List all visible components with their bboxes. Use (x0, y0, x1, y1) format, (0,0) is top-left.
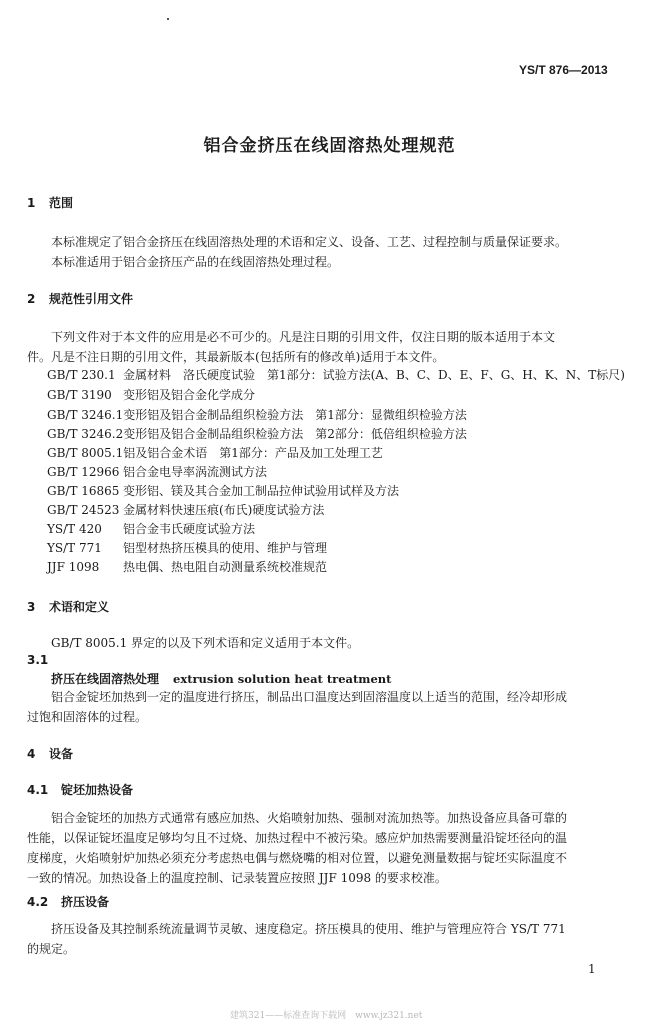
subsection-number: 4.2 (27, 895, 49, 909)
scan-speck (167, 18, 169, 20)
subsection-4-2-body (27, 919, 617, 959)
body-line: 度梯度，火焰喷射炉加热必须充分考虑热电偶与燃烧嘴的相对位置，以避免测量数据与锭坯实际温度不 (27, 851, 568, 865)
reference-title: 铝型材热挤压模具的使用、维护与管理 (123, 541, 328, 555)
body-line: 铝合金锭坯的加热方式通常有感应加热、火焰喷射加热、强制对流加热等。加热设备应具备可靠的 (51, 811, 568, 825)
reference-code: GB/T 12966 (47, 465, 120, 479)
subsection-title: 锭坯加热设备 (61, 783, 134, 797)
reference-code: GB/T 16865 (47, 484, 120, 498)
reference-title: 变形铝及铝合金制品组织检验方法 第1部分：显微组织检验方法 (123, 408, 467, 422)
reference-title: 热电偶、热电阻自动测量系统校准规范 (123, 560, 328, 574)
terms-intro: GB/T 8005.1 界定的以及下列术语和定义适用于本文件。 (51, 636, 360, 650)
term-definition-line-2: 过饱和固溶体的过程。 (27, 710, 148, 724)
section-4-heading (27, 745, 73, 762)
term-definition-line-1: 铝合金锭坯加热到一定的温度进行挤压，制品出口温度达到固溶温度以上适当的范围，经冷却形成 (51, 690, 568, 704)
reference-title: 变形铝、镁及其合金加工制品拉伸试验用试样及方法 (123, 484, 400, 498)
scope-paragraph-2: 本标准适用于铝合金挤压产品的在线固溶热处理过程。 (51, 255, 340, 269)
term-heading (51, 670, 391, 687)
reference-code: GB/T 3246.2 (47, 427, 124, 441)
reference-title: 铝合金韦氏硬度试验方法 (123, 522, 256, 536)
term-chinese: 挤压在线固溶热处理 (51, 672, 160, 686)
section-1-heading (27, 194, 73, 211)
section-number: 2 (27, 292, 36, 306)
reference-title: 铝合金电导率涡流测试方法 (123, 465, 268, 479)
watermark: 建筑321——标准查询下载网 www.jz321.net (230, 1011, 423, 1021)
body-line: 挤压设备及其控制系统流量调节灵敏、速度稳定。挤压模具的使用、维护与管理应符合 YS/T 771 (51, 922, 566, 936)
subsection-title: 挤压设备 (61, 895, 110, 909)
reference-item (47, 482, 399, 499)
reference-item (47, 520, 255, 537)
reference-item (47, 539, 327, 556)
term-english: extrusion solution heat treatment (173, 672, 392, 686)
reference-code: GB/T 3246.1 (47, 408, 124, 422)
section-title: 术语和定义 (49, 600, 110, 614)
section-number: 4 (27, 747, 36, 761)
reference-title: 金属材料 洛氏硬度试验 第1部分：试验方法(A、B、C、D、E、F、G、H、K、N、T标尺) (123, 368, 625, 382)
reference-code: GB/T 24523 (47, 503, 120, 517)
normative-intro (27, 327, 617, 367)
body-line: 一致的情况。加热设备上的温度控制、记录装置应按照 JJF 1098 的要求校准。 (27, 871, 447, 885)
reference-title: 变形铝及铝合金化学成分 (123, 388, 256, 402)
reference-item (47, 406, 467, 423)
standard-code: YS/T 876—2013 (519, 63, 608, 77)
body-line: 性能，以保证锭坯温度足够均匀且不过烧、加热过程中不被污染。感应炉加热需要测量沿锭坯径向的温 (27, 831, 568, 845)
reference-item (47, 386, 255, 403)
section-number: 1 (27, 196, 36, 210)
term-definition (27, 687, 617, 727)
reference-code: GB/T 3190 (47, 388, 112, 402)
section-3-heading (27, 598, 109, 615)
normative-intro-line-2: 件。凡是不注日期的引用文件，其最新版本(包括所有的修改单)适用于本文件。 (27, 350, 445, 364)
reference-item (47, 366, 625, 383)
scope-paragraph-1: 本标准规定了铝合金挤压在线固溶热处理的术语和定义、设备、工艺、过程控制与质量保证要求。 (51, 235, 568, 249)
reference-code: YS/T 771 (47, 541, 102, 555)
subsection-4-1-body (27, 808, 617, 888)
reference-title: 变形铝及铝合金制品组织检验方法 第2部分：低倍组织检验方法 (123, 427, 467, 441)
subsection-4-1-heading (27, 781, 133, 798)
reference-item (47, 558, 327, 575)
normative-intro-line-1: 下列文件对于本文件的应用是必不可少的。凡是注日期的引用文件，仅注日期的版本适用于本文 (51, 330, 556, 344)
subsection-number: 4.1 (27, 783, 49, 797)
document-title: 铝合金挤压在线固溶热处理规范 (203, 136, 456, 156)
term-number: 3.1 (27, 653, 49, 667)
section-title: 设备 (49, 747, 74, 761)
reference-item (47, 463, 267, 480)
reference-code: JJF 1098 (47, 560, 100, 574)
section-number: 3 (27, 600, 36, 614)
reference-item (47, 501, 324, 518)
section-2-heading (27, 290, 133, 307)
reference-code: GB/T 8005.1 (47, 446, 124, 460)
subsection-4-2-heading (27, 893, 109, 910)
reference-title: 金属材料快速压痕(布氏)硬度试验方法 (123, 503, 325, 517)
reference-item (47, 425, 467, 442)
reference-title: 铝及铝合金术语 第1部分：产品及加工处理工艺 (123, 446, 383, 460)
section-title: 范围 (49, 196, 74, 210)
reference-code: YS/T 420 (47, 522, 102, 536)
reference-item (47, 444, 383, 461)
reference-code: GB/T 230.1 (47, 368, 116, 382)
page-number: 1 (588, 962, 596, 976)
body-line: 的规定。 (27, 942, 76, 956)
section-title: 规范性引用文件 (49, 292, 134, 306)
